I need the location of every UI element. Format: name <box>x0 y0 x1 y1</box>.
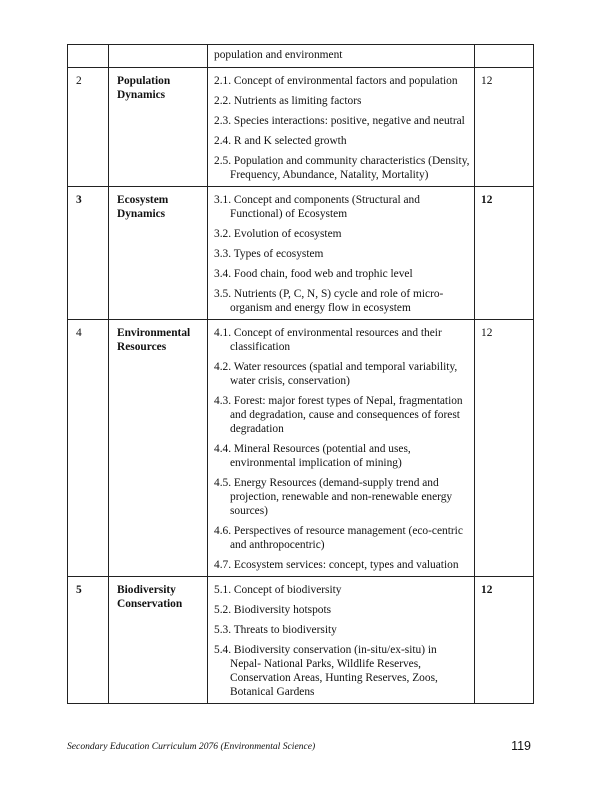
continuation-text: population and environment <box>214 49 343 61</box>
teaching-hours: 12 <box>475 320 534 577</box>
content-item: 4.6. Perspectives of resource management (eco-centric and anthropocentric) <box>214 525 463 551</box>
content-item: 4.2. Water resources (spatial and temporal variability, water crisis, conservation) <box>214 361 458 387</box>
teaching-hours: 12 <box>475 68 534 187</box>
unit-row <box>68 68 534 187</box>
content-item: 3.5. Nutrients (P, C, N, S) cycle and role of micro-organism and energy flow in ecosystem <box>214 288 444 314</box>
content-item: 2.5. Population and community characteristics (Density, Frequency, Abundance, Natality, Mortality) <box>214 155 470 181</box>
continuation-hours-cell <box>475 45 534 68</box>
content-item: 4.3. Forest: major forest types of Nepal, fragmentation and degradation, cause and consequences of forest degradation <box>214 395 463 435</box>
page-number: 119 <box>511 739 531 753</box>
teaching-hours: 12 <box>475 577 534 704</box>
content-item: 2.4. R and K selected growth <box>214 135 347 147</box>
footer-title: Secondary Education Curriculum 2076 (Environmental Science) <box>67 741 316 752</box>
content-item: 3.2. Evolution of ecosystem <box>214 228 342 240</box>
unit-row <box>68 320 534 577</box>
unit-title-line: Conservation <box>117 598 183 610</box>
content-item: 5.3. Threats to biodiversity <box>214 624 337 636</box>
teaching-hours: 12 <box>475 187 534 320</box>
unit-title-cell <box>109 68 208 187</box>
content-item: 2.2. Nutrients as limiting factors <box>214 95 362 107</box>
content-item: 5.2. Biodiversity hotspots <box>214 604 332 616</box>
continuation-num-cell <box>68 45 109 68</box>
unit-title-cell <box>109 577 208 704</box>
content-item: 5.1. Concept of biodiversity <box>214 584 342 596</box>
unit-number: 4 <box>68 320 109 577</box>
unit-title-line: Biodiversity <box>117 584 176 596</box>
unit-content-cell <box>208 320 475 577</box>
content-item: 5.4. Biodiversity conservation (in-situ/ex-situ) in Nepal- National Parks, Wildlife Reserves, Conservation Areas, Hunting Reserves, Zoos, Botanical Gardens <box>214 644 438 698</box>
content-item: 4.5. Energy Resources (demand-supply trend and projection, renewable and non-renewable energy sources) <box>214 477 453 517</box>
content-item: 4.1. Concept of environmental resources and their classification <box>214 327 442 353</box>
continuation-row <box>68 45 534 68</box>
unit-number: 3 <box>68 187 109 320</box>
unit-title-line: Dynamics <box>117 89 166 101</box>
unit-content-cell <box>208 187 475 320</box>
unit-title-line: Resources <box>117 341 167 353</box>
unit-content-cell <box>208 577 475 704</box>
unit-title-line: Population <box>117 75 171 87</box>
unit-number: 5 <box>68 577 109 704</box>
unit-title-cell <box>109 320 208 577</box>
unit-title-cell <box>109 187 208 320</box>
content-item: 3.3. Types of ecosystem <box>214 248 324 260</box>
unit-row <box>68 577 534 704</box>
continuation-unit-cell <box>109 45 208 68</box>
continuation-content-cell <box>208 45 475 68</box>
content-item: 2.1. Concept of environmental factors and population <box>214 75 458 87</box>
curriculum-table-body <box>68 45 534 704</box>
content-item: 4.4. Mineral Resources (potential and uses, environmental implication of mining) <box>214 443 411 469</box>
unit-number: 2 <box>68 68 109 187</box>
curriculum-table <box>67 44 534 704</box>
unit-row <box>68 187 534 320</box>
unit-title-line: Dynamics <box>117 208 166 220</box>
content-item: 3.4. Food chain, food web and trophic level <box>214 268 413 280</box>
content-item: 3.1. Concept and components (Structural and Functional) of Ecosystem <box>214 194 420 220</box>
unit-content-cell <box>208 68 475 187</box>
unit-title-line: Ecosystem <box>117 194 169 206</box>
page-footer <box>67 739 533 755</box>
content-item: 2.3. Species interactions: positive, negative and neutral <box>214 115 465 127</box>
content-item: 4.7. Ecosystem services: concept, types and valuation <box>214 559 459 571</box>
unit-title-line: Environmental <box>117 327 191 339</box>
